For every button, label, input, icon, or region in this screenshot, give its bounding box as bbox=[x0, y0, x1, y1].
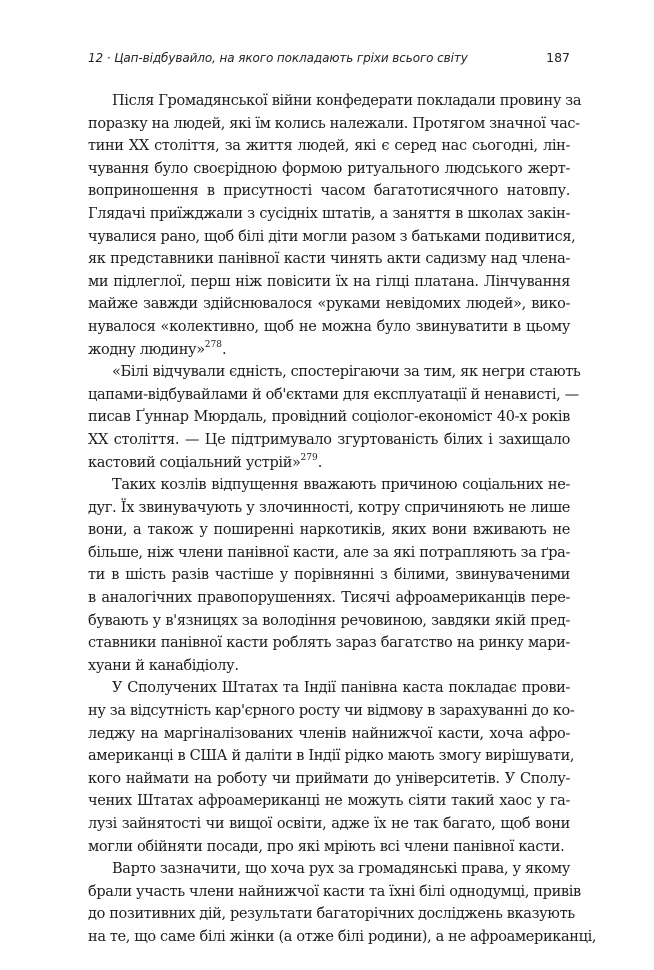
footnote-ref: 279 bbox=[300, 452, 318, 463]
text-line: чених Штатах афроамериканці не можуть сіяти такий хаос у га- bbox=[88, 793, 570, 810]
body-text bbox=[88, 90, 597, 949]
running-head bbox=[88, 50, 570, 70]
text-line: вопринoшення в присутності часом багатотисячного натовпу. bbox=[88, 183, 570, 200]
text-line: могли обійняти посади, про які мріють всі члени панівної касти. bbox=[88, 838, 565, 855]
text-line: «Білі відчували єдність, спостерігаючи за тим, як негри стають bbox=[112, 364, 581, 381]
chapter-title: 12 · Цап-відбувайло, на якого покладають гріхи всього світу bbox=[88, 51, 468, 65]
text-line: писав Ґуннар Мюрдаль, провідний соціолог-економіст 40-х років bbox=[88, 409, 570, 426]
text-line: брали участь члени найнижчої касти та їхні білі однодумці, привів bbox=[88, 883, 581, 900]
paragraph-3 bbox=[88, 474, 570, 677]
text-line: Варто зазначити, що хоча рух за громадянські права, у якому bbox=[112, 861, 570, 878]
text-line: американці в США й даліти в Індії рідко мають змогу вирішувати, bbox=[88, 748, 575, 765]
text-line: жодну людину»$^{278}$. bbox=[88, 339, 227, 358]
paragraph-4 bbox=[88, 677, 575, 858]
text-line: Глядачі приїжджали з сусідніх штатів, а заняття в школах закін- bbox=[88, 205, 570, 222]
text-line: бувають у в'язницях за володіння речовиною, завдяки якій пред- bbox=[88, 612, 570, 629]
footnote-ref: 278 bbox=[204, 339, 222, 350]
text-line-content: кастовий соціальний устрій» bbox=[88, 454, 301, 471]
text-line: ну за відсутність кар'єрного росту чи відмову в зарахуванні до ко- bbox=[88, 703, 575, 720]
text-line: Таких козлів відпущення вважають причиною соціальних не- bbox=[112, 477, 570, 494]
text-line: Після Громадянської війни конфедерати покладали провину за bbox=[112, 93, 582, 109]
paragraph-5 bbox=[88, 858, 597, 948]
text-line: нувалося «колективно, щоб не можна було звинуватити в цьому bbox=[88, 318, 570, 335]
text-line: як представники панівної касти чинять акти садизму над члена- bbox=[88, 251, 570, 268]
paragraph-2 bbox=[88, 361, 581, 474]
text-line: поразку на людей, які їм колись належали. Протягом значної час- bbox=[88, 115, 580, 132]
text-line: до позитивних дій, результати багаторічних досліджень вказують bbox=[88, 906, 575, 923]
text-line: дуг. Їх звинувачують у злочинності, котру спричиняють не лише bbox=[88, 499, 570, 516]
text-line: леджу на маргіналізованих членів найнижчої касти, хоча афро- bbox=[88, 725, 570, 742]
text-line: лузі зайнятості чи вищої освіти, адже їх не так багато, щоб вони bbox=[88, 816, 570, 832]
text-line: XX століття. — Це підтримувало згуртованість білих і захищало bbox=[88, 431, 570, 448]
text-line-content: жодну людину» bbox=[88, 341, 205, 358]
text-line: кого наймати на роботу чи приймати до університетів. У Сполу- bbox=[88, 770, 570, 787]
text-line: тини XX століття, за життя людей, які є серед нас сьогодні, лін- bbox=[88, 138, 570, 155]
text-line: ти в шість разів частіше у порівнянні з білими, звинуваченими bbox=[88, 567, 570, 584]
text-line: вони, а також у поширенні наркотиків, яких вони вживають не bbox=[88, 522, 570, 539]
text-line: хуани й канабідіолу. bbox=[88, 657, 239, 674]
text-line: ставники панівної касти роблять зараз багатство на ринку мари- bbox=[88, 635, 570, 652]
paragraph-1 bbox=[88, 90, 582, 361]
text-line: цапами-відбувайлами й об'єктами для експлуатації й ненависті, — bbox=[88, 386, 579, 403]
text-line: більше, ніж члени панівної касти, але за які потрапляють за ґра- bbox=[88, 544, 570, 561]
text-line: чування було своєрідною формою ритуального людського жерт- bbox=[88, 160, 570, 177]
text-line: кастовий соціальний устрій»$^{279}$. bbox=[88, 452, 322, 471]
page-number: 187 bbox=[546, 50, 570, 65]
text-line: ми підлеглої, перш ніж повісити їх на гілці платана. Лінчування bbox=[88, 273, 570, 290]
text-line: на те, що саме білі жінки (а отже білі родини), а не афроамериканці, bbox=[88, 928, 597, 945]
text-line: чувалися рано, щоб білі діти могли разом з батьками подивитися, bbox=[88, 228, 576, 245]
text-line: У Сполучених Штатах та Індії панівна каста покладає прови- bbox=[112, 680, 570, 697]
text-line: в аналогічних правопорушеннях. Тисячі афроамериканців пере- bbox=[88, 590, 570, 607]
text-line: майже завжди здійснювалося «руками невідомих людей», вико- bbox=[88, 296, 570, 313]
